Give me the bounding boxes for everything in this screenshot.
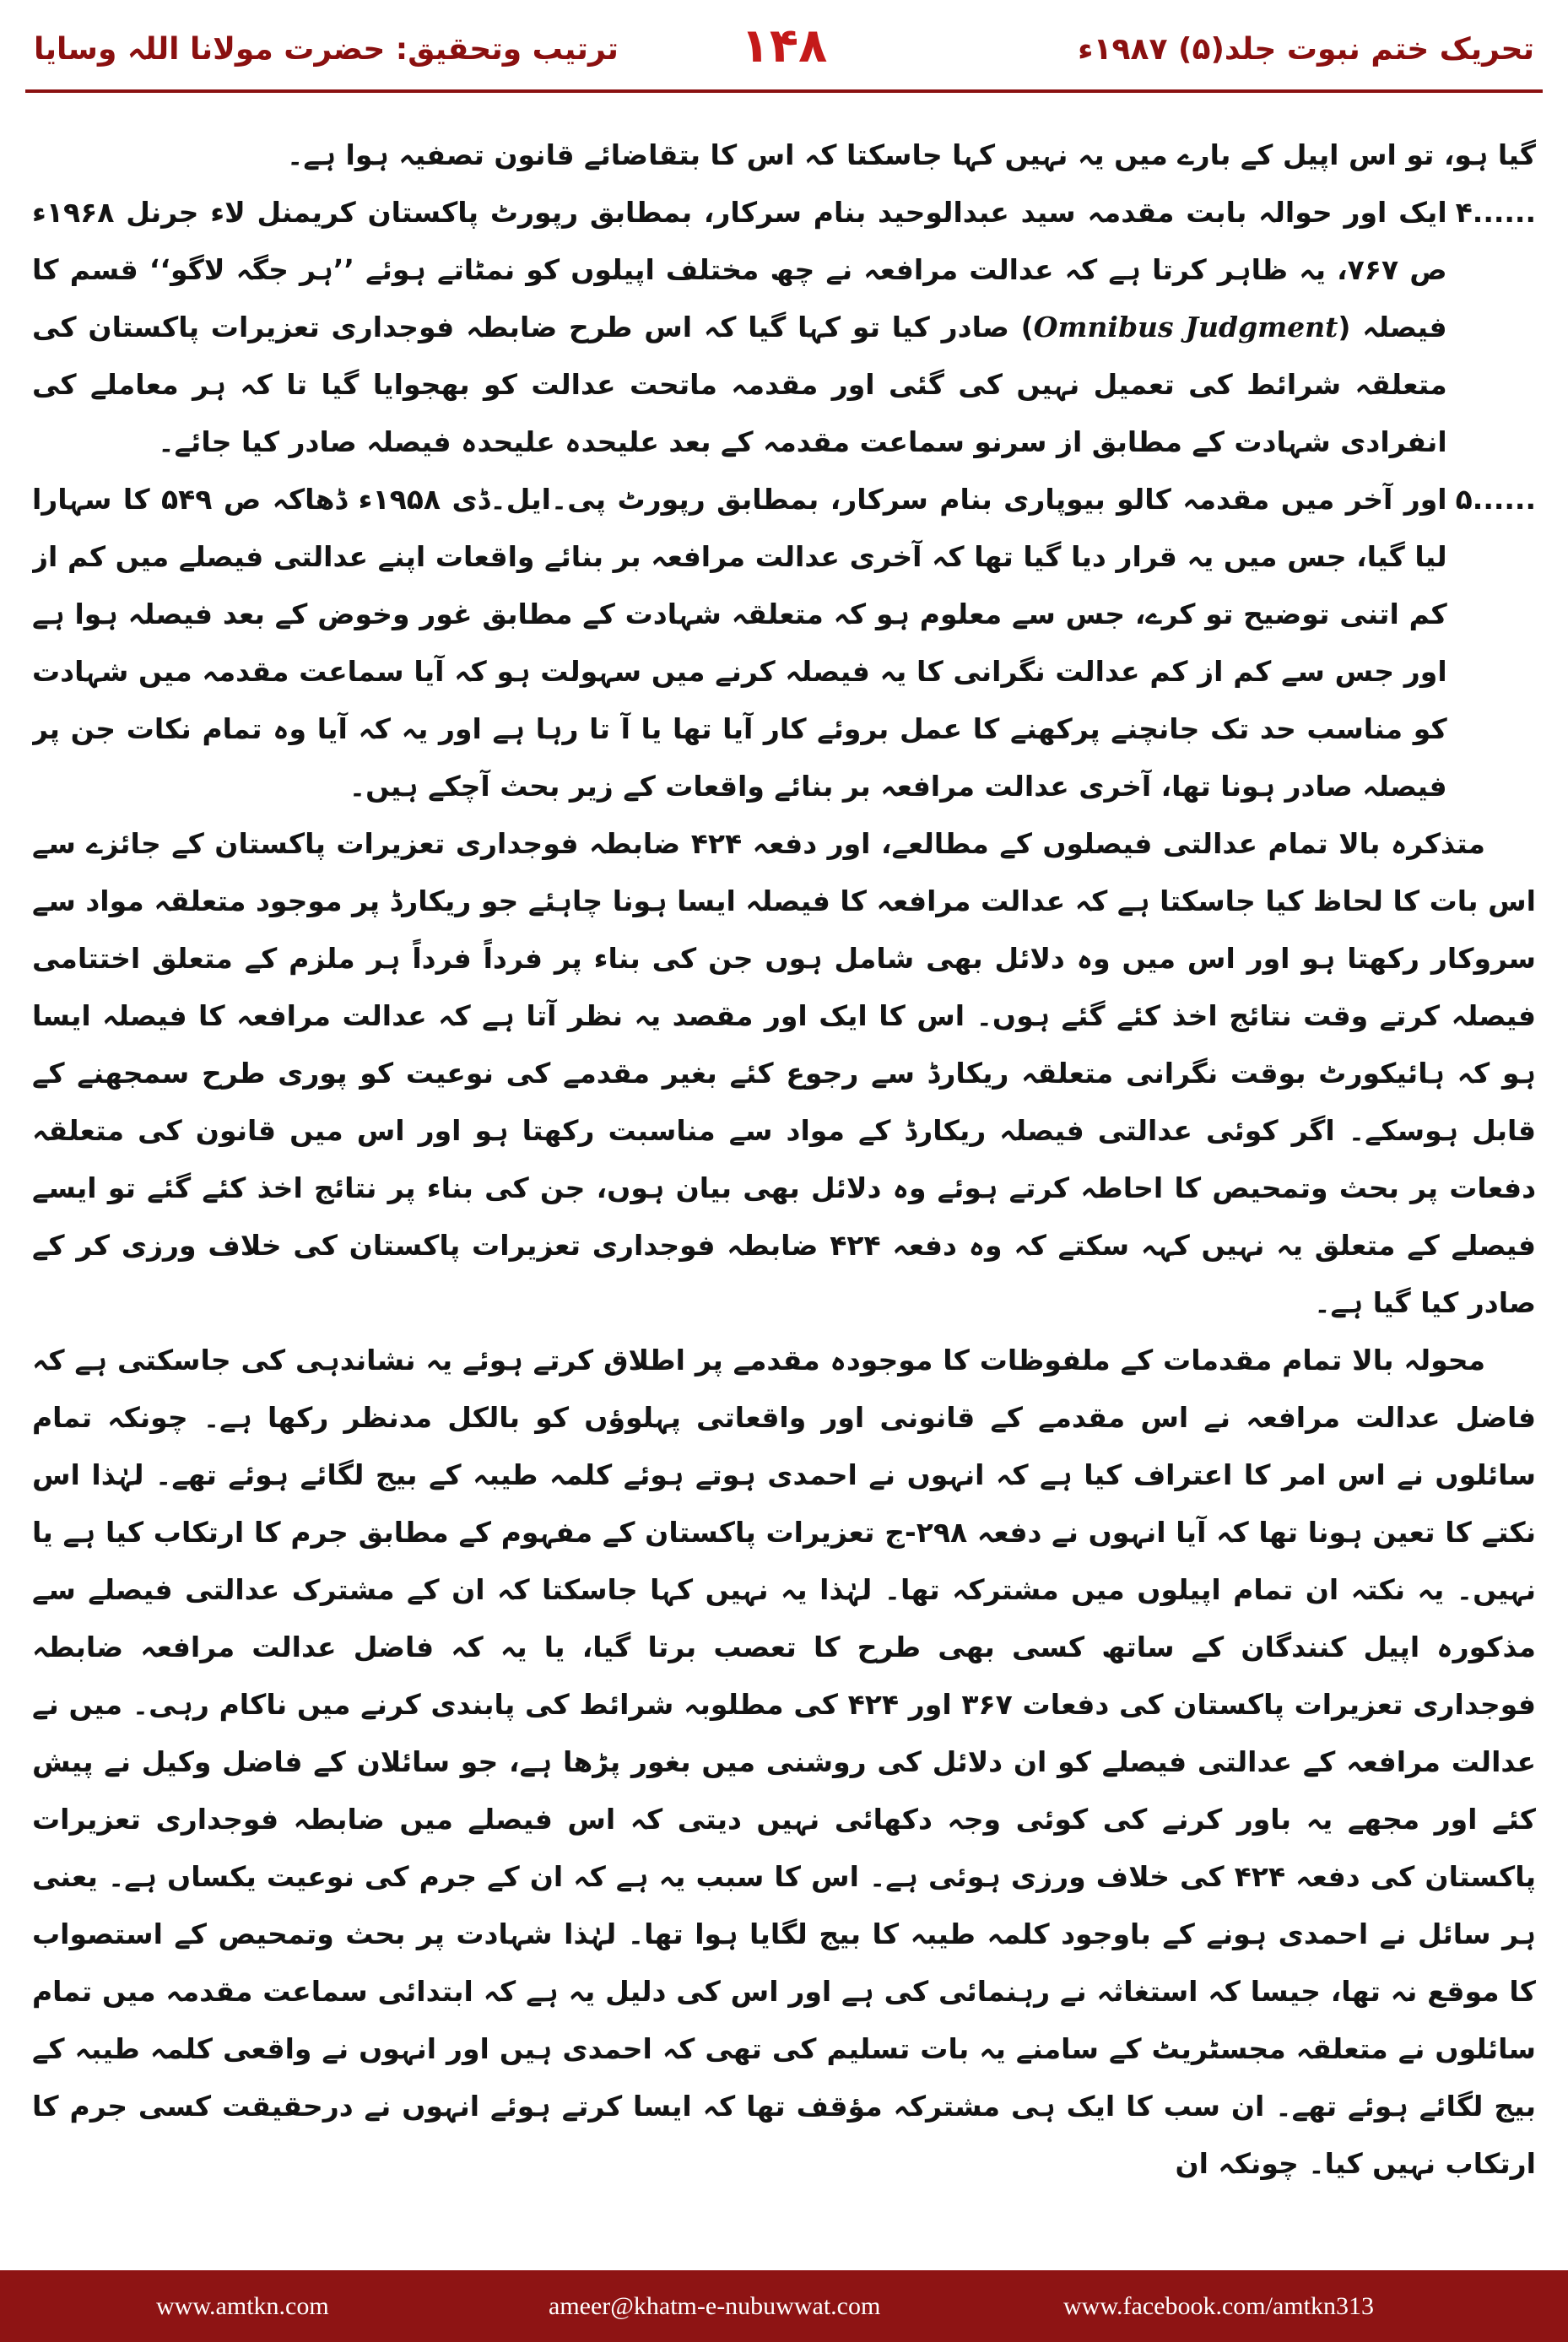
- item-number: ۵......: [1455, 483, 1536, 516]
- numbered-item-5: [32, 471, 1536, 815]
- page-number: ۱۴۸: [740, 19, 828, 73]
- paragraph-continuation: گیا ہو، تو اس اپیل کے بارے میں یہ نہیں کہا جاسکتا کہ اس کا بتقاضائے قانون تصفیہ ہوا ہے۔: [287, 138, 1536, 171]
- item-number: ۴......: [1455, 196, 1536, 229]
- numbered-item-4: [32, 184, 1536, 471]
- item-text: اور آخر میں مقدمہ کالو بیوپاری بنام سرکار، بمطابق رپورٹ پی۔ایل۔ڈی ۱۹۵۸ء ڈھاکہ ص ۵۴۹ کا سہارا لیا گیا، جس میں یہ قرار دیا گیا تھا کہ آخری عدالت مرافعہ بر بنائے واقعات اپنے عدالتی فیصلے میں کم از کم اتنی توضیح تو کرے، جس سے معلوم ہو کہ متعلقہ شہادت کے مطابق غور وخوض کے بعد فیصلہ ہوا ہے اور جس سے کم از کم عدالت نگرانی کا یہ فیصلہ کرنے میں سہولت ہو کہ آیا سماعت مقدمہ میں شہادت کو مناسب حد تک جانچنے پرکھنے کا عمل بروئے کار آیا تھا یا آ تا رہا ہے اور یہ کہ آیا وہ تمام نکات جن پر فیصلہ صادر ہونا تھا، آخری عدالت مرافعہ بر بنائے واقعات کے زیر بحث آچکے ہیں۔: [32, 483, 1447, 803]
- website-link[interactable]: www.amtkn.com: [156, 2292, 329, 2320]
- header-divider: [25, 89, 1543, 93]
- english-term: Omnibus Judgment: [1033, 311, 1338, 343]
- item-text: [32, 184, 1447, 471]
- item-text-part: ) صادر کیا تو کہا گیا کہ اس طرح ضابطہ فوجداری تعزیرات پاکستان کی متعلقہ شرائط کی تعمیل نہیں کی گئی اور مقدمہ ماتحت عدالت کو بھجوایا گیا تا کہ ہر معاملے کی انفرادی شہادت کے مطابق از سرنو سماعت مقدمہ کے بعد علیحدہ علیحدہ فیصلہ صادر کیا جائے۔: [32, 311, 1447, 458]
- item-text-part: ایک اور حوالہ بابت مقدمہ سید عبدالوحید بنام سرکار، بمطابق رپورٹ پاکستان کریمنل لاء جرنل ۱۹۶۸ء ص ۷۶۷، یہ ظاہر کرتا ہے کہ عدالت مرافعہ نے چھ مختلف اپیلوں کو نمٹاتے ہوئے ’’ہر جگہ لاگو‘‘ قسم کا فیصلہ (: [32, 196, 1447, 343]
- page-footer: [0, 2270, 1568, 2342]
- paragraph-mentioned-decisions: متذکرہ بالا تمام عدالتی فیصلوں کے مطالعے، اور دفعہ ۴۲۴ ضابطہ فوجداری تعزیرات پاکستان کے جائزے سے اس بات کا لحاظ کیا جاسکتا ہے کہ عدالت مرافعہ کا فیصلہ ایسا ہونا چاہئے جو ریکارڈ پر موجود متعلقہ مواد سے سروکار رکھتا ہو اور اس میں وہ دلائل بھی شامل ہوں جن کی بناء پر فرداً فرداً ہر ملزم کے متعلق اختتامی فیصلہ کرتے وقت نتائج اخذ کئے گئے ہوں۔ اس کا ایک اور مقصد یہ نظر آتا ہے کہ عدالت مرافعہ کا فیصلہ ایسا ہو کہ ہائیکورٹ بوقت نگرانی متعلقہ ریکارڈ سے رجوع کئے بغیر مقدمے کی نوعیت کو پوری طرح سمجھنے کے قابل ہوسکے۔ اگر کوئی عدالتی فیصلہ ریکارڈ کے مواد سے مناسبت رکھتا ہو اور اس میں قانون کی متعلقہ دفعات پر بحث وتمحیص کا احاطہ کرتے ہوئے وہ دلائل بھی بیان ہوں، جن کی بناء پر نتائج اخذ کئے گئے تو ایسے فیصلے کے متعلق یہ نہیں کہہ سکتے کہ وہ دفعہ ۴۲۴ ضابطہ فوجداری تعزیرات پاکستان کی خلاف ورزی کر کے صادر کیا گیا ہے۔: [32, 827, 1536, 1319]
- page-body: [32, 127, 1536, 2237]
- paragraph-referred-cases: محولہ بالا تمام مقدمات کے ملفوظات کا موجودہ مقدمے پر اطلاق کرتے ہوئے یہ نشاندہی کی جاسکتی ہے کہ فاضل عدالت مرافعہ نے اس مقدمے کے قانونی اور واقعاتی پہلوؤں کو بالکل مدنظر رکھا ہے۔ چونکہ تمام سائلوں نے اس امر کا اعتراف کیا ہے کہ انہوں نے احمدی ہوتے ہوئے کلمہ طیبہ کے بیج لگائے ہوئے تھے۔ لہٰذا اس نکتے کا تعین ہونا تھا کہ آیا انہوں نے دفعہ ۲۹۸-ج تعزیرات پاکستان کے مفہوم کے مطابق جرم کا ارتکاب کیا ہے یا نہیں۔ یہ نکتہ ان تمام اپیلوں میں مشترکہ تھا۔ لہٰذا یہ نہیں کہا جاسکتا کہ ان کے مشترک عدالتی فیصلے سے مذکورہ اپیل کنندگان کے ساتھ کسی بھی طرح کا تعصب برتا گیا، یا یہ کہ فاضل عدالت مرافعہ ضابطہ فوجداری تعزیرات پاکستان کی دفعات ۳۶۷ اور ۴۲۴ کی مطلوبہ شرائط کی پابندی کرنے میں ناکام رہی۔ میں نے عدالت مرافعہ کے عدالتی فیصلے کو ان دلائل کی روشنی میں بغور پڑھا ہے، جو سائلان کے فاضل وکیل نے پیش کئے اور مجھے یہ باور کرنے کی کوئی وجہ دکھائی نہیں دیتی کہ اس فیصلے میں ضابطہ فوجداری تعزیرات پاکستان کی دفعہ ۴۲۴ کی خلاف ورزی ہوئی ہے۔ اس کا سبب یہ ہے کہ ان کے جرم کی نوعیت یکساں ہے۔ یعنی ہر سائل نے احمدی ہونے کے باوجود کلمہ طیبہ کا بیج لگایا ہوا تھا۔ لہٰذا شہادت پر بحث وتمحیص کے استصواب کا موقع نہ تھا، جیسا کہ استغاثہ نے رہنمائی کی ہے اور اس کی دلیل یہ ہے کہ ابتدائی سماعت مقدمہ میں تمام سائلوں نے متعلقہ مجسٹریٹ کے سامنے یہ بات تسلیم کی تھی کہ احمدی ہیں اور انہوں نے واقعی کلمہ طیبہ کے بیج لگائے ہوئے تھے۔ ان سب کا ایک ہی مشترکہ مؤقف تھا کہ ایسا کرتے ہوئے انہوں نے درحقیقت کسی جرم کا ارتکاب نہیں کیا۔ چونکہ ان: [32, 1344, 1536, 2180]
- compiler-credit: ترتیب وتحقیق: حضرت مولانا اللہ وسایا: [34, 32, 619, 67]
- page-header: [0, 0, 1568, 95]
- book-title: تحریک ختم نبوت جلد(۵) ۱۹۸۷ء: [1078, 32, 1534, 67]
- email-link[interactable]: ameer@khatm-e-nubuwwat.com: [549, 2292, 881, 2320]
- facebook-link[interactable]: www.facebook.com/amtkn313: [1063, 2292, 1374, 2320]
